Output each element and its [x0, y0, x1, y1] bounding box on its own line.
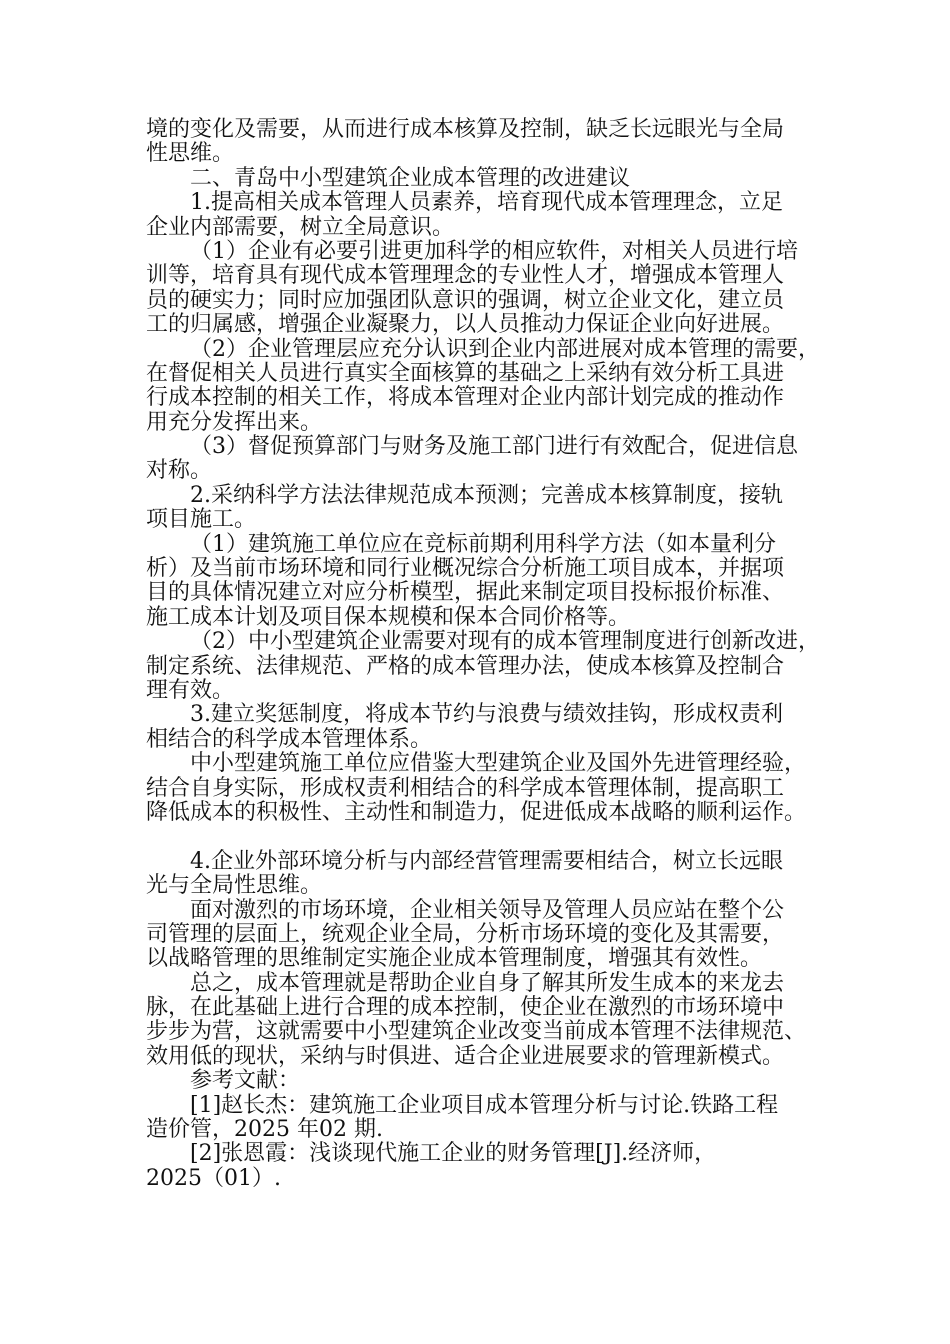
- text-line: 施工成本计划及项目保本规模和保本合同价格等。: [146, 604, 631, 630]
- text-line: 结合自身实际，形成权责利相结合的科学成本管理体制，提高职工: [146, 775, 785, 801]
- text-line: 司管理的层面上，统观企业全局，分析市场环境的变化及其需要，: [146, 921, 785, 947]
- text-line: 中小型建筑施工单位应借鉴大型建筑企业及国外先进管理经验，: [190, 751, 807, 777]
- text-line: 面对激烈的市场环境，企业相关领导及管理人员应站在整个公: [190, 897, 785, 923]
- text-line: 3.建立奖惩制度，将成本节约与浪费与绩效挂钩，形成权责利: [190, 702, 783, 728]
- text-line: 总之，成本管理就是帮助企业自身了解其所发生成本的来龙去: [190, 970, 785, 996]
- text-line: 步步为营，这就需要中小型建筑企业改变当前成本管理不法律规范、: [146, 1019, 807, 1045]
- text-line: （3）督促预算部门与财务及施工部门进行有效配合，促进信息: [190, 434, 798, 460]
- text-line: 对称。: [146, 458, 213, 484]
- text-line: 行成本控制的相关工作，将成本管理对企业内部计划完成的推动作: [146, 385, 785, 411]
- text-line: 以战略管理的思维制定实施企业成本管理制度，增强其有效性。: [146, 946, 763, 972]
- text-line: 2.采纳科学方法法律规范成本预测；完善成本核算制度，接轨: [190, 482, 783, 508]
- blank-line: [146, 825, 806, 849]
- text-line: 脉，在此基础上进行合理的成本控制，使企业在激烈的市场环境中: [146, 995, 785, 1021]
- text-line: 项目施工。: [146, 507, 257, 533]
- text-line: 在督促相关人员进行真实全面核算的基础之上采纳有效分析工具进: [146, 360, 785, 386]
- text-line: 参考文献：: [190, 1068, 301, 1094]
- text-line: 降低成本的积极性、主动性和制造力，促进低成本战略的顺利运作。: [146, 799, 807, 825]
- text-line: 员的硬实力；同时应加强团队意识的强调，树立企业文化，建立员: [146, 287, 785, 313]
- text-line: 析）及当前市场环境和同行业概况综合分析施工项目成本，并据项: [146, 556, 785, 582]
- text-line: [1]赵长杰：建筑施工企业项目成本管理分析与讨论.铁路工程: [190, 1092, 779, 1118]
- text-line: [2]张恩霞：浅谈现代施工企业的财务管理[J].经济师，: [190, 1141, 717, 1167]
- text-line: 效用低的现状，采纳与时俱进、适合企业进展要求的管理新模式。: [146, 1043, 785, 1069]
- text-line: 相结合的科学成本管理体系。: [146, 726, 433, 752]
- text-line: 工的归属感，增强企业凝聚力，以人员推动力保证企业向好进展。: [146, 312, 785, 338]
- text-line: （1）建筑施工单位应在竞标前期利用科学方法（如本量利分: [190, 531, 776, 557]
- text-line: （1）企业有必要引进更加科学的相应软件，对相关人员进行培: [190, 238, 798, 264]
- text-line: 4.企业外部环境分析与内部经营管理需要相结合，树立长远眼: [190, 848, 783, 874]
- text-line: 企业内部需要，树立全局意识。: [146, 214, 455, 240]
- text-line: 用充分发挥出来。: [146, 409, 323, 435]
- text-line: 训等，培育具有现代成本管理理念的专业性人才，增强成本管理人: [146, 263, 785, 289]
- text-line: 1.提高相关成本管理人员素养，培育现代成本管理理念，立足: [190, 190, 783, 216]
- text-line: 光与全局性思维。: [146, 873, 323, 899]
- text-line: 目的具体情况建立对应分析模型，据此来制定项目投标报价标准、: [146, 580, 785, 606]
- text-line: （2）中小型建筑企业需要对现有的成本管理制度进行创新改进，: [190, 629, 820, 655]
- text-line: 理有效。: [146, 677, 235, 703]
- text-line: （2）企业管理层应充分认识到企业内部进展对成本管理的需要，: [190, 336, 820, 362]
- text-line: 制定系统、法律规范、严格的成本管理办法，使成本核算及控制合: [146, 653, 785, 679]
- text-line: 造价管，2025 年02 期.: [146, 1117, 383, 1143]
- text-line: 2025（01）.: [146, 1165, 281, 1191]
- document-body: [146, 117, 820, 1191]
- text-line: 性思维。: [146, 141, 235, 167]
- text-line: 境的变化及需要，从而进行成本核算及控制，缺乏长远眼光与全局: [146, 117, 785, 142]
- text-line: 二、青岛中小型建筑企业成本管理的改进建议: [190, 165, 631, 191]
